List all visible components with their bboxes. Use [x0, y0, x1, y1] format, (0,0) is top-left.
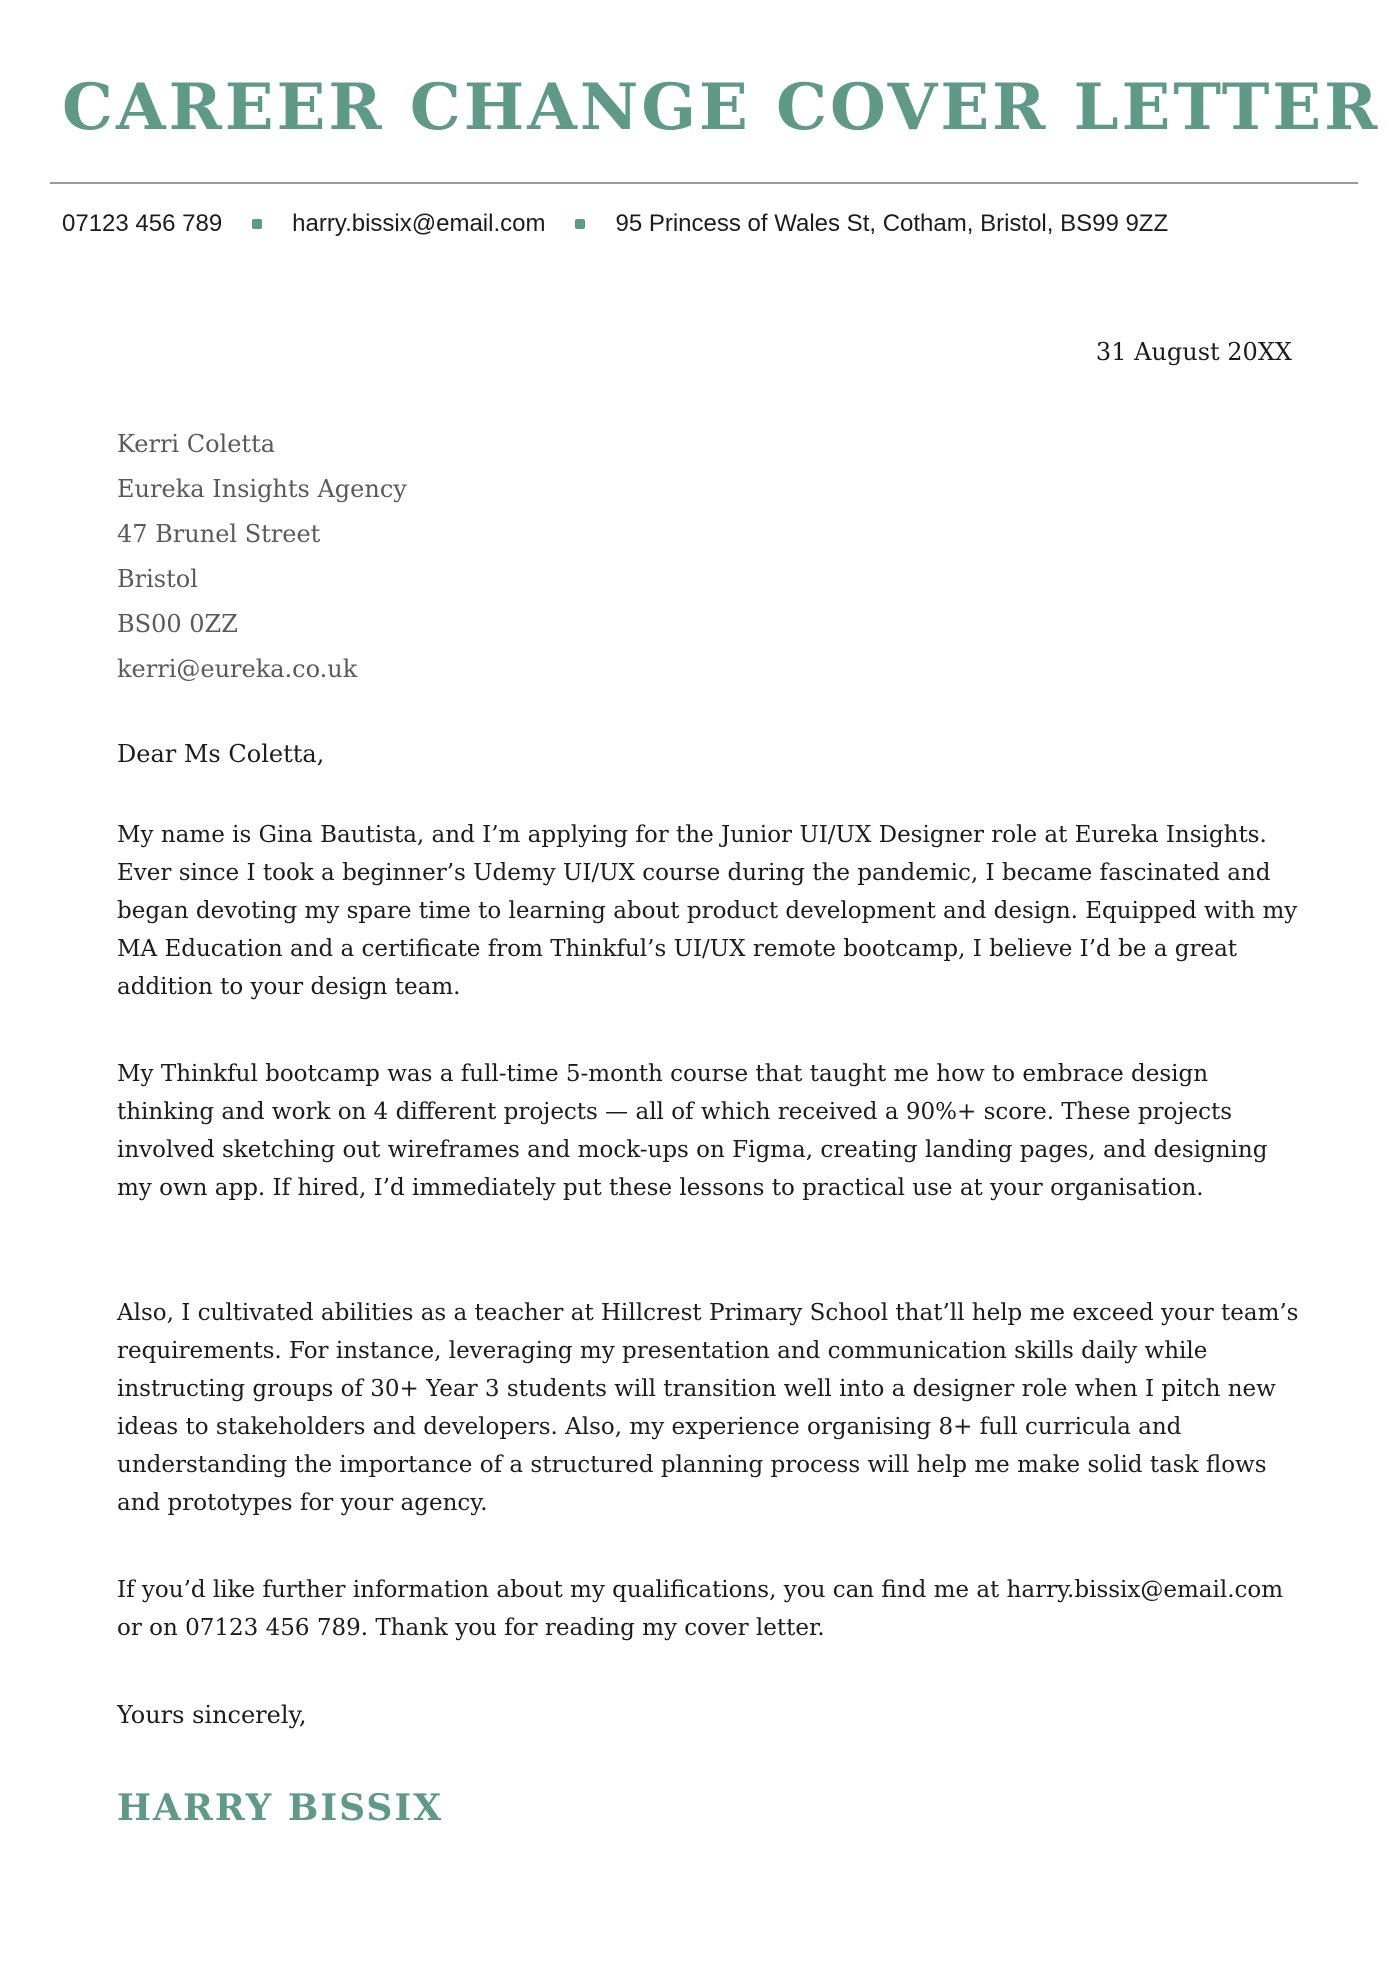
salutation: Dear Ms Coletta,: [117, 740, 325, 768]
body-paragraph-2: My Thinkful bootcamp was a full-time 5-month course that taught me how to embrace design thinking and work on 4 different projects — all of which received a 90%+ score. These projects involved sketching out wireframes and mock-ups on Figma, creating landing pages, and designing my own app. If hired, I’d immediately put these lessons to practical use at your organisation.: [117, 1061, 1268, 1201]
letter-date: 31 August 20XX: [1095, 338, 1292, 366]
recipient-name: Kerri Coletta: [117, 430, 276, 458]
recipient-postcode: BS00 0ZZ: [117, 610, 238, 638]
recipient-block: [117, 422, 407, 692]
closing: Yours sincerely,: [117, 1701, 307, 1729]
contact-email: harry.bissix@email.com: [292, 210, 546, 237]
separator-dot-icon: [575, 219, 585, 229]
signature-name: HARRY BISSIX: [117, 1787, 444, 1829]
recipient-company: Eureka Insights Agency: [117, 475, 407, 503]
recipient-street: 47 Brunel Street: [117, 520, 321, 548]
body-paragraph-1: My name is Gina Bautista, and I’m applying for the Junior UI/UX Designer role at Eureka Insights. Ever since I took a beginner’s Udemy UI/UX course during the pandemic, I became fascinated and began devoting my spare time to learning about product development and design. Equipped with my MA Education and a certificate from Thinkful’s UI/UX remote bootcamp, I believe I’d be a great addition to your design team.: [117, 822, 1298, 1000]
body-paragraph-4: If you’d like further information about my qualifications, you can find me at harry.bissix@email.com or on 07123 456 789. Thank you for reading my cover letter.: [117, 1577, 1284, 1641]
contact-address: 95 Princess of Wales St, Cotham, Bristol, BS99 9ZZ: [615, 210, 1169, 237]
contact-bar: [62, 206, 1168, 242]
page-title: CAREER CHANGE COVER LETTER: [62, 70, 1381, 145]
recipient-email: kerri@eureka.co.uk: [117, 655, 358, 683]
contact-phone: 07123 456 789: [62, 210, 223, 237]
recipient-city: Bristol: [117, 565, 198, 593]
header-divider: [50, 182, 1358, 184]
separator-dot-icon: [252, 219, 262, 229]
body-paragraph-3: Also, I cultivated abilities as a teacher at Hillcrest Primary School that’ll help me exceed your team’s requirements. For instance, leveraging my presentation and communication skills daily while instructing groups of 30+ Year 3 students will transition well into a designer role when I pitch new ideas to stakeholders and developers. Also, my experience organising 8+ full curricula and understanding the importance of a structured planning process will help me make solid task flows and prototypes for your agency.: [117, 1300, 1299, 1516]
